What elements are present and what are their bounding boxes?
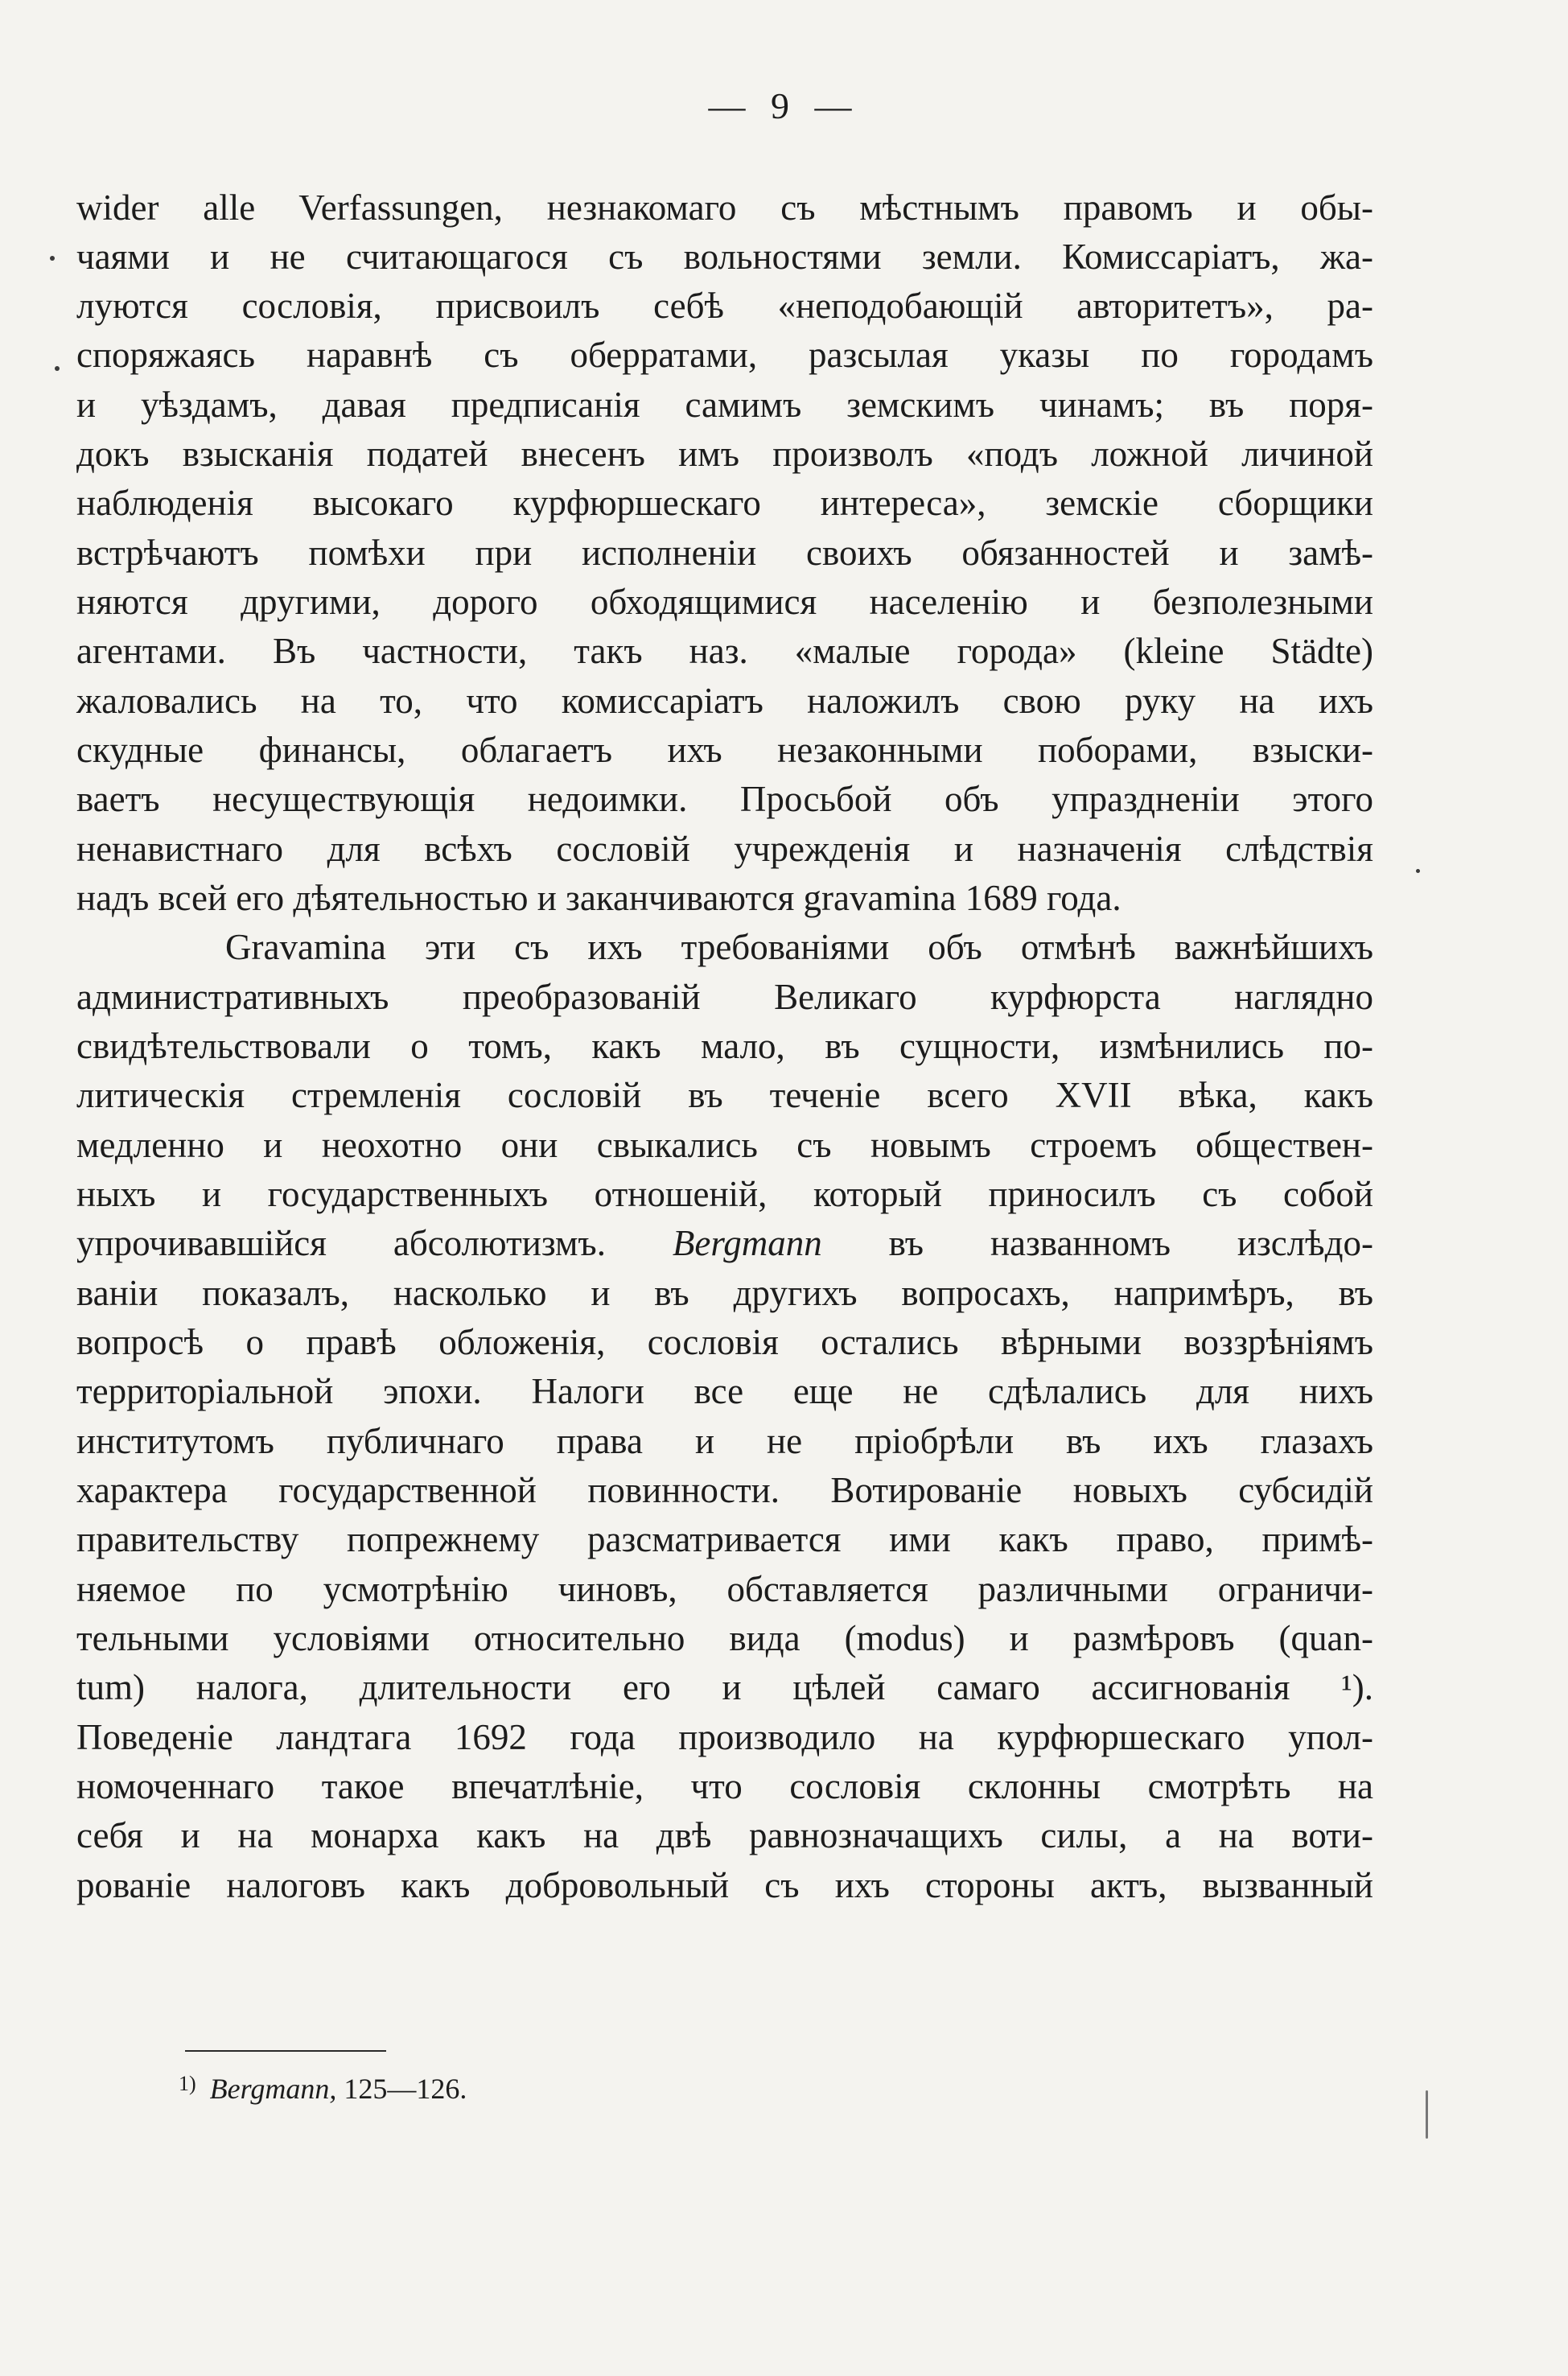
text-line: скудные финансы, облагаетъ ихъ незаконными поборами, взыски- xyxy=(76,730,1373,770)
footnote-mark: 1) xyxy=(179,2072,196,2095)
text-line: территоріальной эпохи. Налоги все еще не сдѣлались для нихъ xyxy=(76,1371,1373,1411)
text-line: административныхъ преобразованій Великаго курфюрста наглядно xyxy=(76,977,1373,1017)
scan-mark xyxy=(1426,2090,1428,2139)
text-line: споряжаясь наравнѣ съ оберратами, разсылая указы по городамъ xyxy=(76,335,1373,375)
text-line: wider alle Verfassungen, незнакомаго съ мѣстнымъ правомъ и обы- xyxy=(76,187,1373,228)
footnote-pages: 125—126. xyxy=(344,2073,467,2105)
text-line: луются сословія, присвоилъ себѣ «неподобающій авторитетъ», ра- xyxy=(76,286,1373,326)
text-line: няемое по усмотрѣнію чиновъ, обставляется различными ограничи- xyxy=(76,1569,1373,1609)
footnote xyxy=(179,2064,467,2109)
text-line: себя и на монарха какъ на двѣ равнозначащихъ силы, а на воти- xyxy=(76,1815,1373,1855)
text-line: медленно и неохотно они свыкались съ новымъ строемъ обществен- xyxy=(76,1125,1373,1165)
text-line: tum) налога, длительности его и цѣлей самаго ассигнованія ¹). xyxy=(76,1667,1373,1707)
paragraph-first-line: Gravamina эти съ ихъ требованіями объ отмѣнѣ важнѣйшихъ xyxy=(225,927,1373,967)
text-line: свидѣтельствовали о томъ, какъ мало, въ сущности, измѣнились по- xyxy=(76,1026,1373,1066)
text-line: наблюденія высокаго курфюршескаго интереса», земскіе сборщики xyxy=(76,483,1373,523)
author-name: Bergmann xyxy=(672,1223,822,1263)
text-line: докъ взысканія податей внесенъ имъ произволъ «подъ ложной личиной xyxy=(76,434,1373,474)
text-line: встрѣчаютъ помѣхи при исполненіи своихъ обязанностей и замѣ- xyxy=(76,533,1373,573)
text-line: няются другими, дорого обходящимися населенію и безполезными xyxy=(76,582,1373,622)
text-line: агентами. Въ частности, такъ наз. «малые города» (kleine Städte) xyxy=(76,631,1373,671)
text-line: ненавистнаго для всѣхъ сословій учрежденія и назначенія слѣдствія xyxy=(76,829,1373,869)
text-line: характера государственной повинности. Вотированіе новыхъ субсидій xyxy=(76,1470,1373,1510)
text-line: жаловались на то, что комиссаріатъ наложилъ свою руку на ихъ xyxy=(76,681,1373,721)
text-line: рованіе налоговъ какъ добровольный съ ихъ стороны актъ, вызванный xyxy=(76,1865,1373,1905)
text-line: институтомъ публичнаго права и не пріобрѣли въ ихъ глазахъ xyxy=(76,1421,1373,1461)
page-number: — 9 — xyxy=(708,85,860,126)
text-line: ваніи показалъ, насколько и въ другихъ вопросахъ, напримѣръ, въ xyxy=(76,1273,1373,1313)
scan-speck xyxy=(1416,869,1420,873)
text-line: Поведеніе ландтага 1692 года производило на курфюршескаго упол- xyxy=(76,1717,1373,1757)
text-line: литическія стремленія сословій въ теченіе всего XVII вѣка, какъ xyxy=(76,1075,1373,1115)
text-line: правительству попрежнему разсматривается ими какъ право, примѣ- xyxy=(76,1519,1373,1559)
text-line: чаями и не считающагося съ вольностями земли. Комиссаріатъ, жа- xyxy=(76,237,1373,277)
text-line: тельными условіями относительно вида (modus) и размѣровъ (quan- xyxy=(76,1618,1373,1658)
text-line: упрочивавшійся абсолютизмъ. Bergmann въ названномъ изслѣдо- xyxy=(76,1223,1373,1263)
text-line: номоченнаго такое впечатлѣніе, что сословія склонны смотрѣть на xyxy=(76,1766,1373,1806)
text-line: ваетъ несуществующія недоимки. Просьбой объ упраздненіи этого xyxy=(76,779,1373,819)
scan-speck xyxy=(55,366,60,371)
text-line: и уѣздамъ, давая предписанія самимъ земскимъ чинамъ; въ поря- xyxy=(76,385,1373,425)
text-line: надъ всей его дѣятельностью и заканчиваются gravamina 1689 года. xyxy=(76,878,1121,918)
text-line: вопросѣ о правѣ обложенія, сословія остались вѣрными воззрѣніямъ xyxy=(76,1322,1373,1362)
text-line: ныхъ и государственныхъ отношеній, который приносилъ съ собой xyxy=(76,1174,1373,1214)
scan-speck xyxy=(50,256,55,261)
footnote-rule xyxy=(185,2050,386,2052)
footnote-author: Bergmann, xyxy=(209,2073,337,2105)
